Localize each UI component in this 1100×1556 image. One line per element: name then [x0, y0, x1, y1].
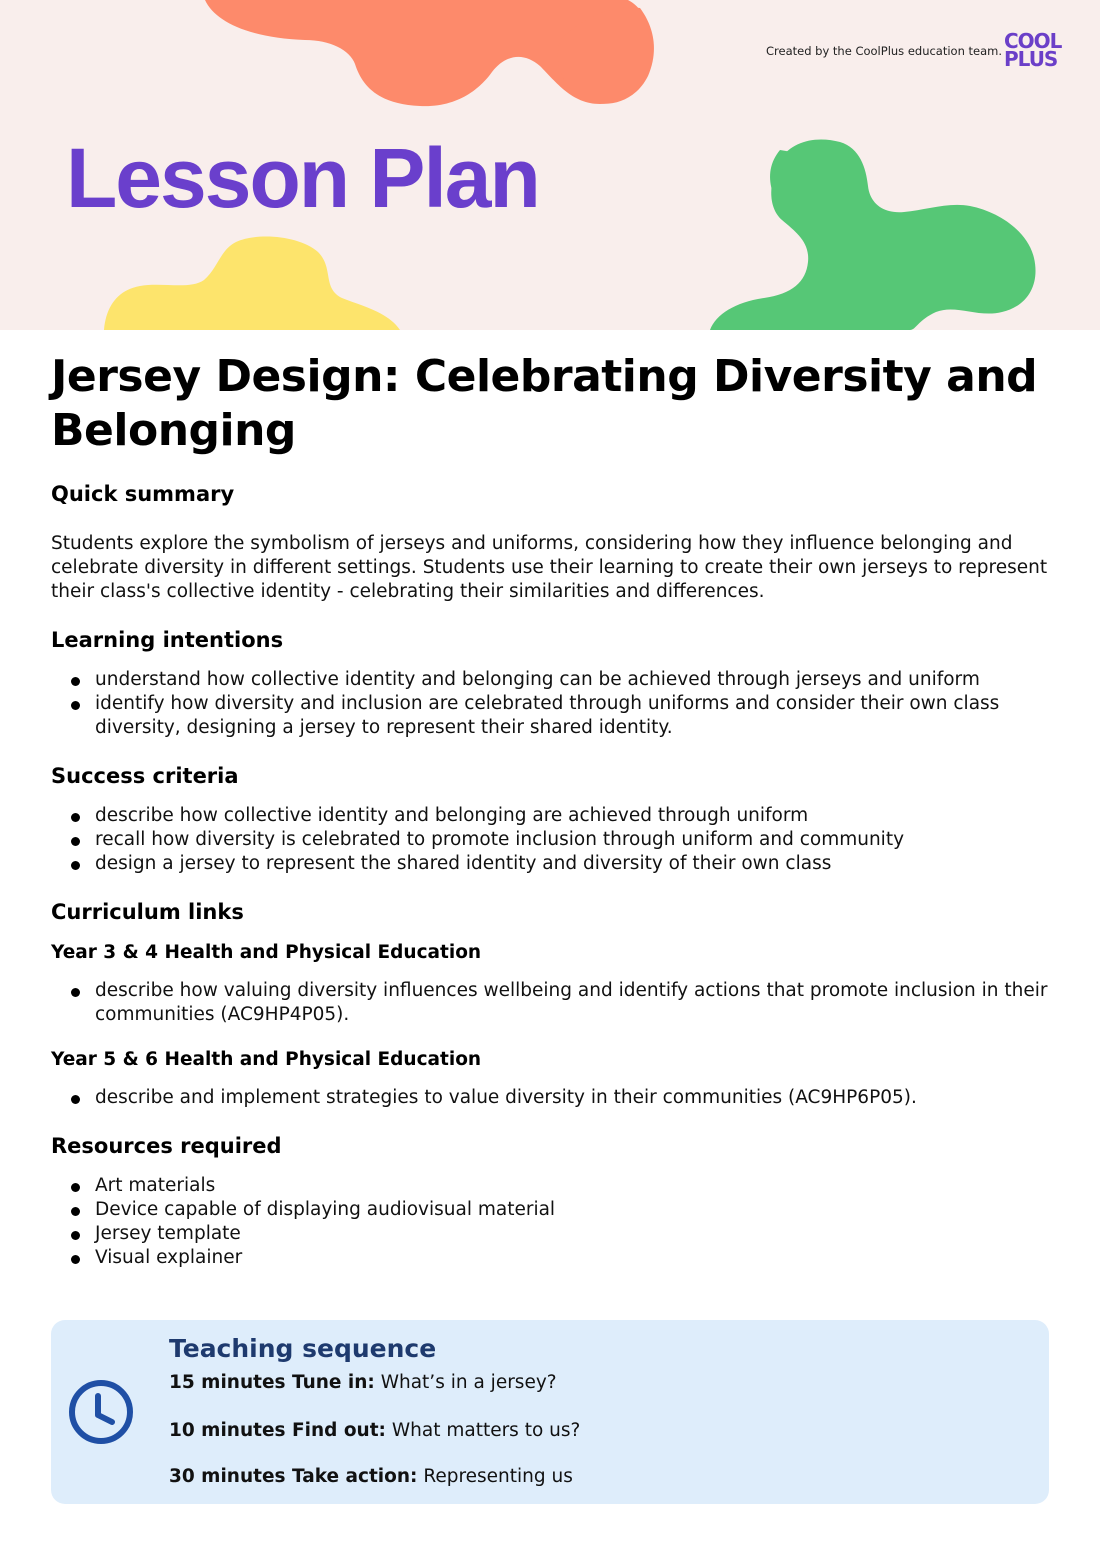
teaching-sequence-panel — [51, 1320, 1049, 1504]
step-label: 10 minutes Find out: — [169, 1420, 386, 1441]
list-item: design a jersey to represent the shared identity and diversity of their own class — [69, 852, 1051, 876]
step-label: 30 minutes Take action: — [169, 1466, 418, 1487]
step-text: What matters to us? — [391, 1420, 581, 1441]
resources-list — [69, 1174, 1051, 1270]
yellow-blob — [104, 237, 400, 330]
curriculum-links-heading: Curriculum links — [51, 900, 244, 924]
list-item: describe how valuing diversity influences wellbeing and identify actions that promote inclusion in their communities (AC9HP4P05). — [69, 979, 1051, 1027]
list-item: Device capable of displaying audiovisual material — [69, 1198, 1051, 1222]
green-blob — [710, 139, 1036, 330]
lesson-plan-title: Lesson Plan — [66, 131, 539, 225]
learning-intentions-list — [69, 668, 1051, 740]
year-3-4-heading: Year 3 & 4 Health and Physical Education — [51, 942, 482, 963]
learning-intentions-heading: Learning intentions — [51, 628, 284, 652]
success-criteria-heading: Success criteria — [51, 764, 239, 788]
list-item: describe and implement strategies to value diversity in their communities (AC9HP6P05). — [69, 1086, 1051, 1110]
quick-summary-text: Students explore the symbolism of jerseys and uniforms, considering how they influence belonging and celebrate diversity in different settings. Students use their learning to create their own jerseys to represent their class's collective identity - celebrating their similarities and differences. — [51, 533, 1048, 602]
resources-heading: Resources required — [51, 1134, 282, 1158]
credit-text: Created by the CoolPlus education team. — [766, 44, 1003, 58]
sequence-step — [169, 1420, 580, 1441]
coolplus-logo — [1004, 29, 1068, 72]
list-item: recall how diversity is celebrated to promote inclusion through uniform and community — [69, 828, 1051, 852]
list-item: Visual explainer — [69, 1246, 1051, 1270]
list-item: understand how collective identity and belonging can be achieved through jerseys and uniform — [69, 668, 1051, 692]
list-item: Jersey template — [69, 1222, 1051, 1246]
year-5-6-heading: Year 5 & 6 Health and Physical Education — [51, 1049, 482, 1070]
list-item: Art materials — [69, 1174, 1051, 1198]
document-title: Jersey Design: Celebrating Diversity and Belonging — [51, 351, 1038, 456]
sequence-step — [169, 1372, 557, 1393]
step-text: Representing us — [423, 1466, 573, 1487]
logo-line-2: PLUS — [1004, 47, 1058, 71]
teaching-sequence-heading: Teaching sequence — [169, 1334, 437, 1363]
quick-summary-heading: Quick summary — [51, 482, 235, 506]
year-3-4-list — [69, 979, 1051, 1027]
clock-icon — [67, 1378, 135, 1446]
step-label: 15 minutes Tune in: — [169, 1372, 375, 1393]
sequence-step — [169, 1466, 573, 1487]
list-item: describe how collective identity and belonging are achieved through uniform — [69, 804, 1051, 828]
list-item: identify how diversity and inclusion are celebrated through uniforms and consider their own class diversity, designing a jersey to represent their shared identity. — [69, 692, 1051, 740]
logo-line-1: COOL — [1004, 29, 1062, 53]
year-5-6-list — [69, 1086, 1051, 1110]
hero-banner — [0, 0, 1100, 330]
step-text: What’s in a jersey? — [380, 1372, 557, 1393]
lesson-content — [51, 350, 1051, 1270]
success-criteria-list — [69, 804, 1051, 876]
